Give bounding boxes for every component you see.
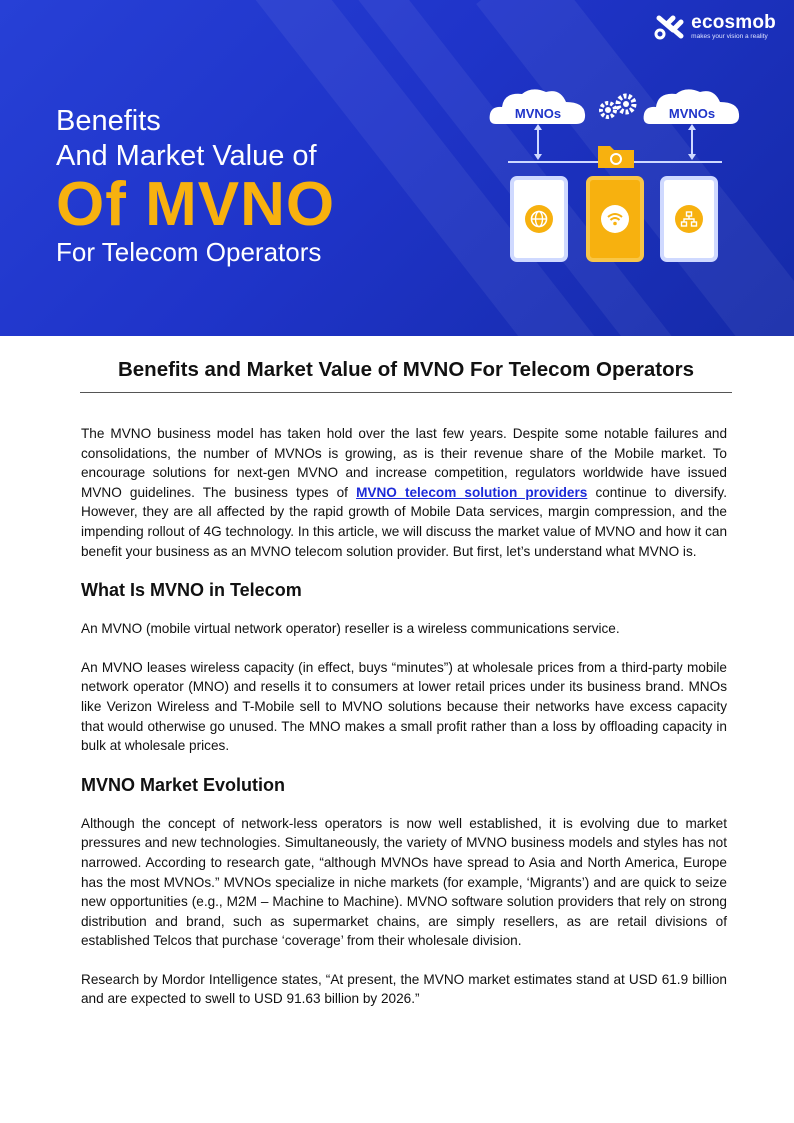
article-body xyxy=(81,424,727,1009)
globe-icon xyxy=(530,210,548,228)
phone-globe xyxy=(510,176,568,262)
mvno-solution-providers-link[interactable]: MVNO telecom solution providers xyxy=(356,484,588,500)
phone-wifi xyxy=(586,176,644,262)
paragraph: Although the concept of network-less operators is now well established, it is evolving due to market pressures and new technologies. Simultaneously, the variety of MVNO business models and styles has not narrowed. According to research gate, “although MVNOs have spread to Asia and North America, Europe has the most MVNOs.” MVNOs specialize in niche markets (for example, ‘Migrants’) and are quick to seize new opportunities (e.g., M2M – Machine to Machine). MVNO software solution providers that rely on strong distribution and brand, such as supermarket chains, are simply resellers, as are retail divisions of established Telcos that purchase ‘coverage’ from their wholesale division. xyxy=(81,815,727,949)
hero-line-1: Benefits xyxy=(56,105,161,137)
phone-network xyxy=(660,176,718,262)
intro-text-before-link: The MVNO business model has taken hold over the last few years. Despite some notable failures and consolidations, the number of MVNOs is growing, as is their revenue share of the Mobile market. To encourage solutions for next-gen MVNO and increase competition, regulators worldwide have issued MVNO guidelines. The business types of xyxy=(81,426,727,500)
article-title: Benefits and Market Value of MVNO For Telecom Operators xyxy=(117,358,695,381)
title-divider xyxy=(80,392,732,393)
network-icon xyxy=(680,210,698,228)
intro-paragraph xyxy=(81,424,727,561)
section-heading-what-is-mvno: What Is MVNO in Telecom xyxy=(81,580,302,601)
paragraph: An MVNO leases wireless capacity (in effect, buys “minutes”) at wholesale prices from a third-party mobile network operator (MNO) and resells it to consumers at lower retail prices under its business brand. MNOs like Verizon Wireless and T-Mobile sell to MVNO solutions because their networks have excess capacity that would otherwise go unused. The MNO makes a small profit rather than a loss by offloading capacity in bulk at wholesale prices. xyxy=(81,659,727,754)
intro-text-after-link: continue to diversify. However, they are all affected by the rapid growth of Mobile Data services, margin compression, and the impending rollout of 4G technology. In this article, we will discuss the market value of MVNO and how it can benefit your business as an MVNO telecom solution provider. But first, let’s understand what MVNO is. xyxy=(81,484,727,559)
hero-line-2: And Market Value of xyxy=(56,140,317,172)
hero-line-4: For Telecom Operators xyxy=(56,237,322,267)
cloud-label: MVNOs xyxy=(514,106,562,121)
section-heading-market-evolution: MVNO Market Evolution xyxy=(81,774,286,795)
brand-tagline: makes your vision a reality xyxy=(691,33,768,41)
wifi-icon xyxy=(606,210,624,228)
hero-illustration xyxy=(486,80,746,280)
paragraph: An MVNO (mobile virtual network operator) reseller is a wireless communications service. xyxy=(81,621,620,637)
hero-line-3: Of MVNO xyxy=(56,170,336,239)
folder-icon xyxy=(596,142,636,170)
paragraph: Research by Mordor Intelligence states, “At present, the MVNO market estimates stand at USD 61.9 billion and are expected to swell to USD 91.63 billion by 2026.” xyxy=(81,971,727,1007)
hero-title xyxy=(56,104,335,268)
gears-icon xyxy=(594,92,640,122)
brand-name: ecosmob xyxy=(691,12,776,34)
brand-logo[interactable] xyxy=(653,12,776,42)
hero-banner xyxy=(0,0,794,336)
cloud-label: MVNOs xyxy=(668,106,716,121)
ecosmob-logo-icon xyxy=(653,12,687,42)
